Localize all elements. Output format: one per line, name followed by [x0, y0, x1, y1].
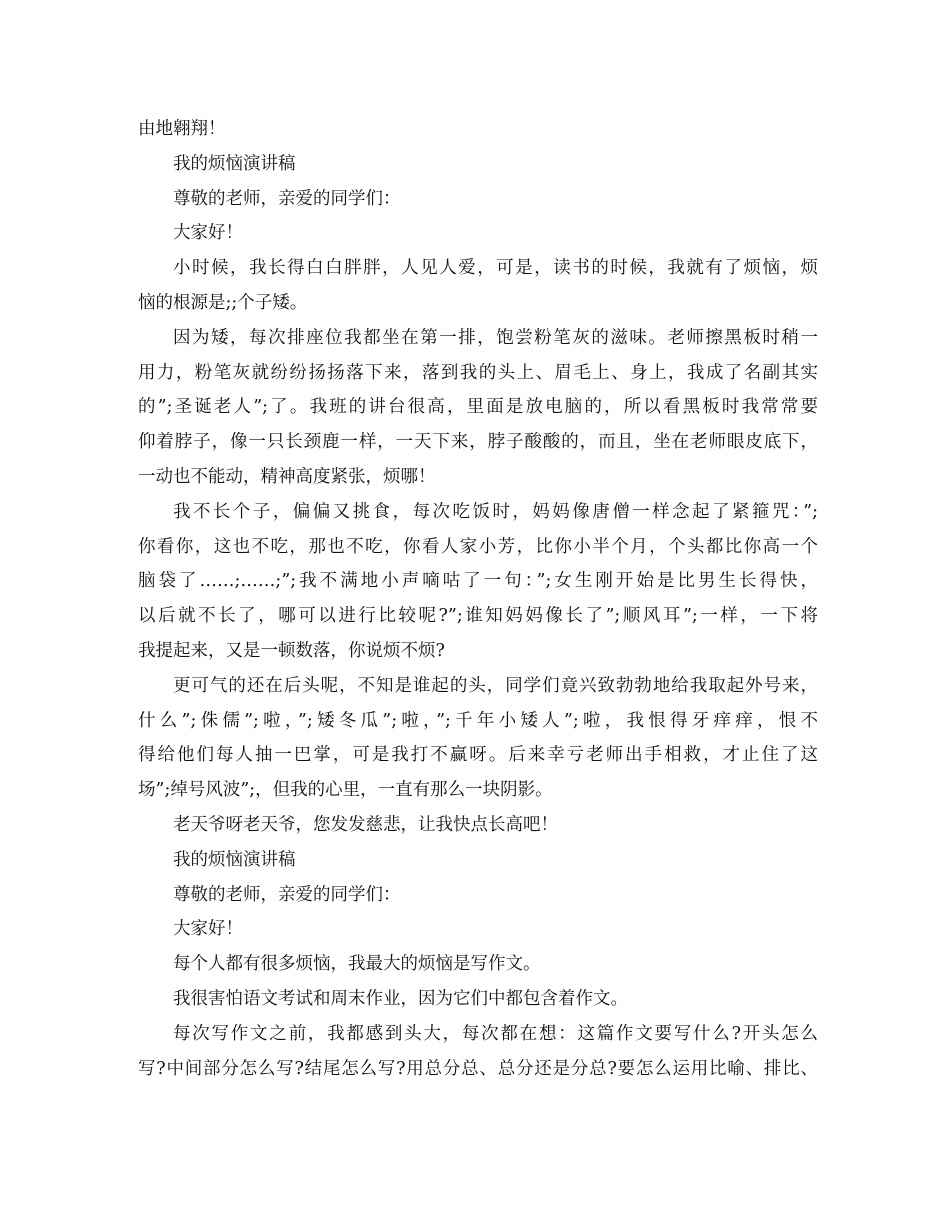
text-line: 小时候，我长得白白胖胖，人见人爱，可是，读书的时候，我就有了烦恼，烦 — [173, 258, 818, 279]
text-line: 由地翱翔！ — [138, 119, 226, 139]
text-line: 大家好！ — [173, 223, 243, 244]
text-line: 什么”;侏儒”;啦，”;矮冬瓜”;啦，”;千年小矮人”;啦，我恨得牙痒痒，恨不 — [138, 710, 818, 731]
text-line: 仰着脖子，像一只长颈鹿一样，一天下来，脖子酸酸的，而且，坐在老师眼皮底下， — [138, 432, 818, 453]
text-line: 脑袋了……;……;”;我不满地小声嘀咕了一句：”;女生刚开始是比男生长得快， — [138, 571, 818, 592]
text-line: 老天爷呀老天爷，您发发慈悲，让我快点长高吧！ — [173, 814, 558, 835]
text-line: 每次写作文之前，我都感到头大，每次都在想：这篇作文要写什么?开头怎么 — [173, 1023, 818, 1044]
text-line: 尊敬的老师，亲爱的同学们： — [173, 884, 401, 905]
text-line: 因为矮，每次排座位我都坐在第一排，饱尝粉笔灰的滋味。老师擦黑板时稍一 — [173, 327, 818, 348]
text-line: 你看你，这也不吃，那也不吃，你看人家小芳，比你小半个月，个头都比你高一个 — [138, 536, 818, 557]
text-line: 大家好！ — [173, 919, 243, 940]
text-line: 我不长个子，偏偏又挑食，每次吃饭时，妈妈像唐僧一样念起了紧箍咒：”; — [173, 501, 818, 522]
text-line: 我的烦恼演讲稿 — [173, 849, 296, 870]
text-line: 每个人都有很多烦恼，我最大的烦恼是写作文。 — [173, 954, 541, 975]
text-line: 写?中间部分怎么写?结尾怎么写?用总分总、总分还是分总?要怎么运用比喻、排比、 — [138, 1058, 818, 1079]
text-line: 一动也不能动，精神高度紧张，烦哪！ — [138, 466, 436, 487]
text-line: 场”;绰号风波”;，但我的心里，一直有那么一块阴影。 — [138, 780, 553, 801]
text-line: 得给他们每人抽一巴掌，可是我打不赢呀。后来幸亏老师出手相救，才止住了这 — [138, 745, 818, 766]
text-line: 我的烦恼演讲稿 — [173, 153, 296, 174]
text-line: 用力，粉笔灰就纷纷扬扬落下来，落到我的头上、眉毛上、身上，我成了名副其实 — [138, 362, 818, 383]
text-line: 我很害怕语文考试和周末作业，因为它们中都包含着作文。 — [173, 988, 628, 1009]
text-line: 恼的根源是;;个子矮。 — [138, 292, 308, 313]
text-line: 尊敬的老师，亲爱的同学们： — [173, 188, 401, 209]
document-body — [138, 112, 818, 1086]
text-line: 我提起来，又是一顿数落，你说烦不烦? — [138, 640, 445, 661]
text-line: 的”;圣诞老人”;了。我班的讲台很高，里面是放电脑的，所以看黑板时我常常要 — [138, 397, 818, 418]
text-line: 更可气的还在后头呢，不知是谁起的头，同学们竟兴致勃勃地给我取起外号来， — [173, 675, 818, 696]
text-line: 以后就不长了，哪可以进行比较呢?”;谁知妈妈像长了”;顺风耳”;一样，一下将 — [138, 606, 818, 627]
